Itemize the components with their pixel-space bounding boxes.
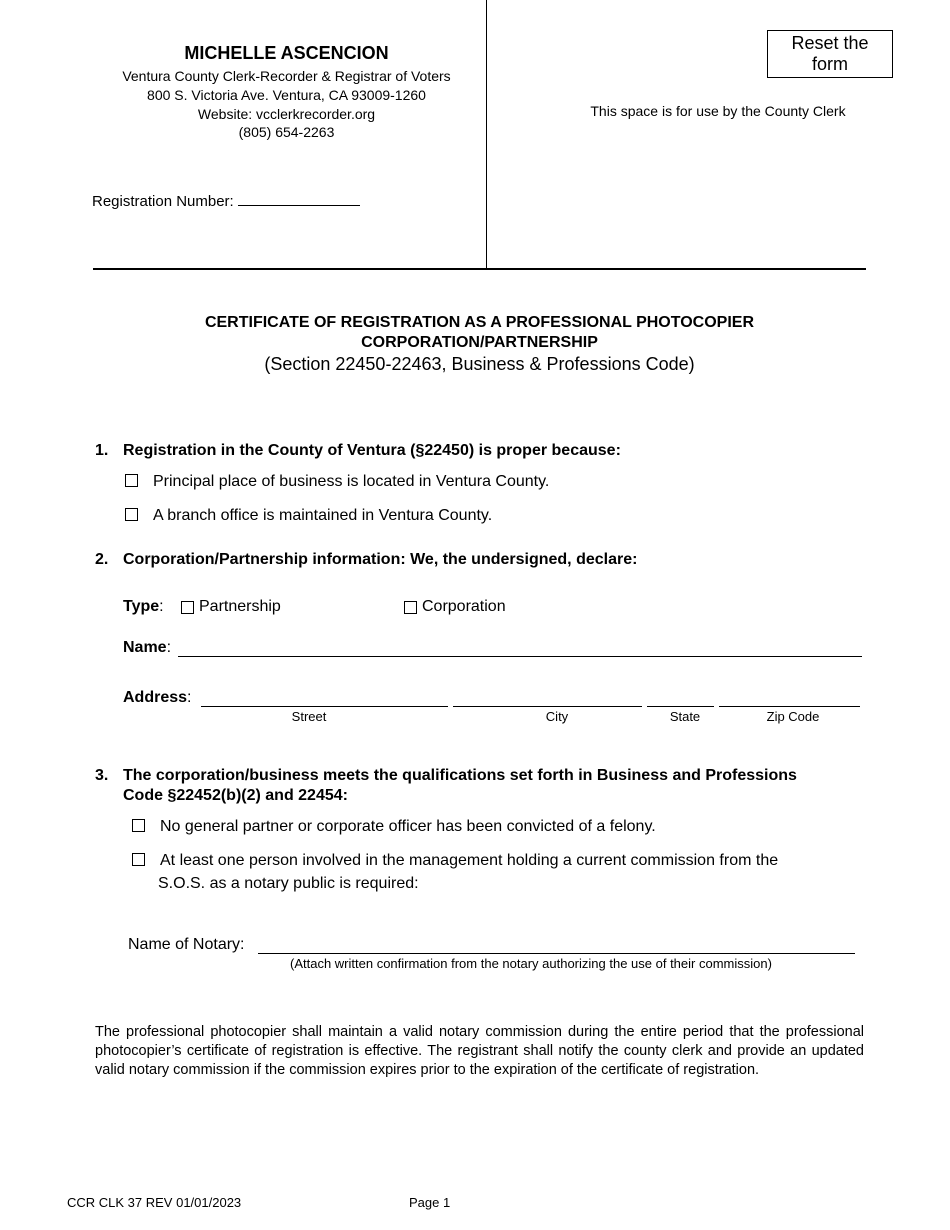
checkbox-branch-office[interactable] (125, 508, 138, 521)
clerk-office: Ventura County Clerk-Recorder & Registrar of Voters (122, 68, 451, 84)
section1-heading: Registration in the County of Ventura (§22450) is proper because: (123, 442, 621, 459)
option-corporation: Corporation (422, 598, 506, 615)
county-clerk-note: This space is for use by the County Clerk (590, 103, 846, 119)
registration-field[interactable] (238, 191, 360, 206)
form-title-line1: CERTIFICATE OF REGISTRATION AS A PROFESSIONAL PHOTOCOPIER (204, 314, 755, 331)
clerk-phone: (805) 654-2263 (238, 124, 335, 140)
section3-heading-line1: The corporation/business meets the qualifications set forth in Business and Professions (123, 767, 797, 784)
registration-number (92, 191, 360, 210)
section2-number: 2. (95, 551, 109, 568)
page-number: Page 1 (409, 1195, 451, 1210)
form-code: CCR CLK 37 REV 01/01/2023 (67, 1195, 242, 1210)
checkbox-notary[interactable] (132, 853, 145, 866)
name-row: Name: (123, 639, 172, 656)
street-sublabel: Street (291, 709, 327, 724)
clerk-address: 800 S. Victoria Ave. Ventura, CA 93009-1260 (147, 87, 426, 103)
address-row: Address: (123, 689, 192, 706)
checkbox-partnership[interactable] (181, 601, 194, 614)
checkbox-no-felony[interactable] (132, 819, 145, 832)
section3-number: 3. (95, 767, 109, 784)
section2-heading: Corporation/Partnership information: We, the undersigned, declare: (123, 551, 638, 568)
type-row: Type: (123, 598, 164, 615)
name-label: Name (123, 639, 167, 656)
section1-number: 1. (95, 442, 109, 459)
option-no-felony: No general partner or corporate officer has been convicted of a felony. (160, 818, 656, 835)
zip-sublabel: Zip Code (766, 709, 820, 724)
reset-form-button[interactable]: Reset the form (767, 30, 893, 78)
notary-label: Name of Notary: (128, 936, 245, 953)
state-field[interactable] (647, 692, 714, 707)
option-partnership: Partnership (199, 598, 281, 615)
header-divider-vertical (486, 0, 487, 270)
header-divider-horizontal (93, 268, 866, 270)
zip-field[interactable] (719, 692, 860, 707)
checkbox-corporation[interactable] (404, 601, 417, 614)
city-field[interactable] (453, 692, 642, 707)
section3-heading-line2: Code §22452(b)(2) and 22454: (123, 787, 348, 804)
option-notary-line2: S.O.S. as a notary public is required: (158, 875, 419, 892)
registration-label: Registration Number: (92, 193, 234, 210)
form-title-section: (Section 22450-22463, Business & Professions Code) (264, 354, 695, 374)
option-principal-place: Principal place of business is located in Ventura County. (153, 473, 550, 490)
state-sublabel: State (669, 709, 701, 724)
street-field[interactable] (201, 692, 448, 707)
notice-paragraph: The professional photocopier shall maintain a valid notary commission during the entire period that the professional photocopier’s certificate of registration is effective. The registrant shall notify the county clerk and provide an updated valid notary commission if the commission expires prior to the expiration of the certificate of registration. (95, 1024, 864, 1078)
option-notary-line1: At least one person involved in the management holding a current commission from the (160, 852, 779, 869)
notary-name-field[interactable] (258, 939, 855, 954)
form-title-line2: CORPORATION/PARTNERSHIP (361, 334, 598, 351)
name-field[interactable] (178, 642, 862, 657)
option-branch-office: A branch office is maintained in Ventura County. (153, 507, 493, 524)
clerk-website: Website: vcclerkrecorder.org (197, 106, 376, 122)
clerk-name: MICHELLE ASCENCION (184, 43, 389, 63)
city-sublabel: City (545, 709, 569, 724)
checkbox-principal-place[interactable] (125, 474, 138, 487)
type-label: Type (123, 598, 160, 615)
address-label: Address (123, 689, 188, 706)
notary-note: (Attach written confirmation from the notary authorizing the use of their commission) (290, 956, 772, 971)
